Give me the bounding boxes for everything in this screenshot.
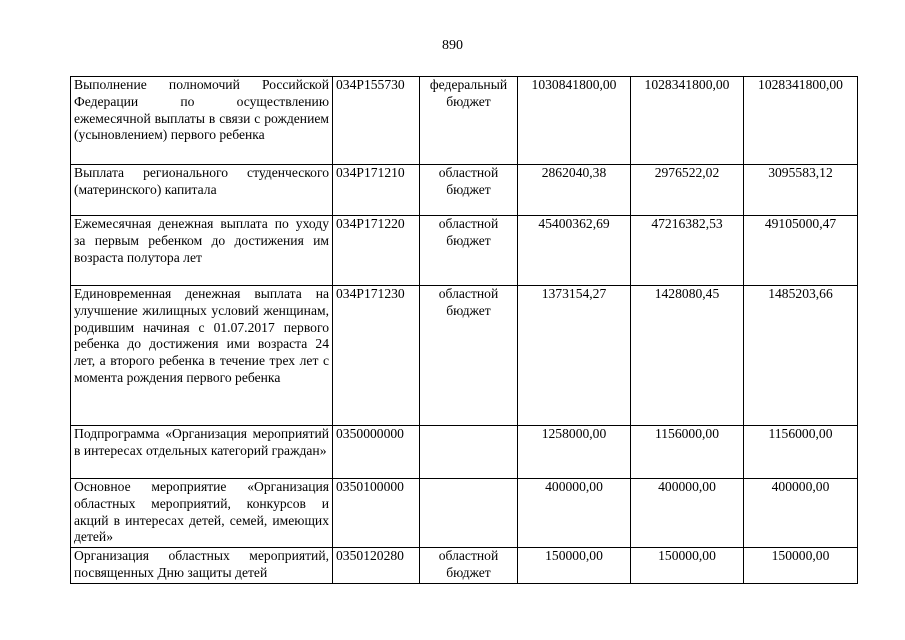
row-code: 034P171220 [333,216,420,286]
row-source: областной бюджет [420,165,518,216]
row-value-year-1: 150000,00 [518,548,631,584]
row-code: 034P171230 [333,286,420,426]
row-value-year-2: 150000,00 [631,548,744,584]
row-value-year-2: 1428080,45 [631,286,744,426]
row-value-year-2: 1028341800,00 [631,77,744,165]
row-source [420,426,518,479]
row-value-year-2: 400000,00 [631,479,744,548]
row-value-year-1: 1030841800,00 [518,77,631,165]
row-value-year-2: 1156000,00 [631,426,744,479]
budget-table [70,76,858,584]
row-code: 034P155730 [333,77,420,165]
row-value-year-3: 1028341800,00 [744,77,858,165]
row-name: Подпрограмма «Организация мероприятий в интересах отдельных категорий граждан» [71,426,333,479]
row-source: областной бюджет [420,216,518,286]
row-name: Ежемесячная денежная выплата по уходу за первым ребенком до достижения им возраста полутора лет [71,216,333,286]
row-source: федеральный бюджет [420,77,518,165]
row-name: Выплата регионального студенческого (материнского) капитала [71,165,333,216]
row-name: Единовременная денежная выплата на улучшение жилищных условий женщинам, родившим начиная с 01.07.2017 первого ребенка до достижения ими возраста 24 лет, а второго ребенка в течение трех лет с момента рождения первого ребенка [71,286,333,426]
row-value-year-1: 1258000,00 [518,426,631,479]
row-value-year-3: 150000,00 [744,548,858,584]
row-value-year-3: 3095583,12 [744,165,858,216]
row-value-year-3: 400000,00 [744,479,858,548]
row-code: 0350100000 [333,479,420,548]
row-name: Основное мероприятие «Организация областных мероприятий, конкурсов и акций в интересах детей, семей, имеющих детей» [71,479,333,548]
row-source: областной бюджет [420,548,518,584]
table-row [71,548,858,584]
row-code: 034P171210 [333,165,420,216]
table-row [71,165,858,216]
table-row [71,216,858,286]
table-row [71,77,858,165]
row-name: Организация областных мероприятий, посвященных Дню защиты детей [71,548,333,584]
row-value-year-2: 2976522,02 [631,165,744,216]
row-value-year-1: 45400362,69 [518,216,631,286]
row-value-year-3: 1156000,00 [744,426,858,479]
row-value-year-2: 47216382,53 [631,216,744,286]
row-value-year-3: 1485203,66 [744,286,858,426]
row-value-year-1: 400000,00 [518,479,631,548]
table-row [71,479,858,548]
row-code: 0350000000 [333,426,420,479]
page-number: 890 [442,38,463,53]
row-value-year-1: 2862040,38 [518,165,631,216]
row-value-year-1: 1373154,27 [518,286,631,426]
table-row [71,286,858,426]
row-source [420,479,518,548]
row-source: областной бюджет [420,286,518,426]
row-value-year-3: 49105000,47 [744,216,858,286]
row-code: 0350120280 [333,548,420,584]
table-row [71,426,858,479]
row-name: Выполнение полномочий Российской Федерации по осуществлению ежемесячной выплаты в связи с рождением (усыновлением) первого ребенка [71,77,333,165]
